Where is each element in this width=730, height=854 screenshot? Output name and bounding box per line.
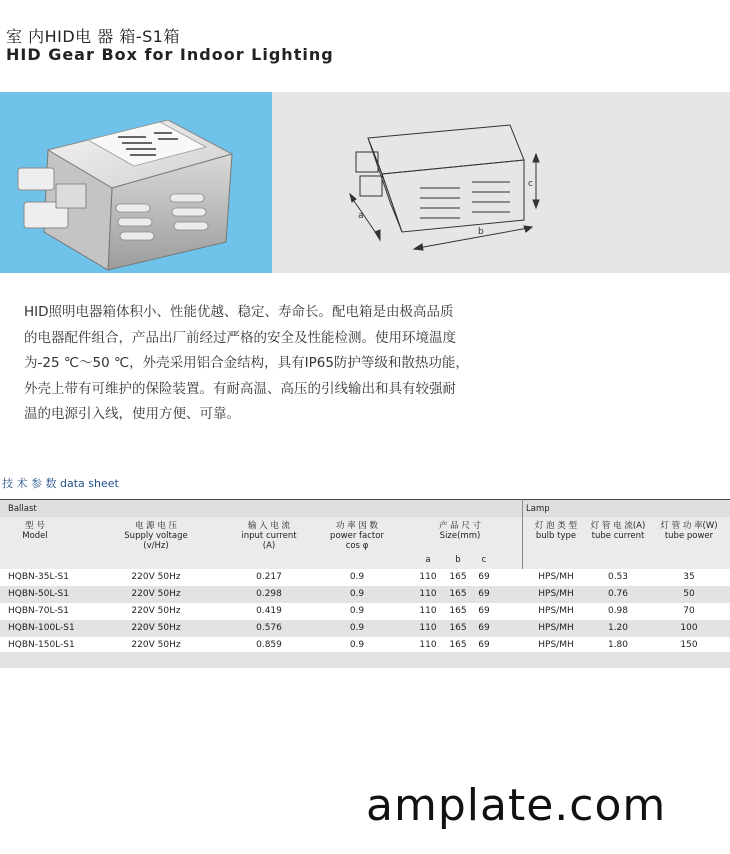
- cell-bulb-type: HPS/MH: [538, 572, 574, 582]
- col-voltage: 电 源 电 压 Supply voltage (v/Hz): [124, 521, 188, 551]
- cell-size-b: 165: [449, 606, 467, 616]
- col-current: 输 入 电 流 input current (A): [241, 521, 297, 551]
- col-model: 型 号 Model: [22, 521, 48, 541]
- description-line: 温的电源引入线，使用方便、可靠。: [24, 406, 240, 422]
- cell-voltage: 220V 50Hz: [131, 589, 181, 599]
- cell-power-factor: 0.9: [349, 640, 365, 650]
- table-column-header: [0, 517, 730, 569]
- cell-model: HQBN-50L-S1: [8, 589, 70, 599]
- cell-tube-power: 50: [683, 589, 695, 599]
- cell-size-a: 110: [419, 589, 437, 599]
- cell-size-c: 69: [478, 640, 490, 650]
- cell-model: HQBN-100L-S1: [8, 623, 75, 633]
- table-row: [0, 569, 730, 586]
- col-size-b: b: [455, 555, 461, 565]
- cell-voltage: 220V 50Hz: [131, 572, 181, 582]
- box-outline-drawing: [272, 92, 730, 273]
- cell-voltage: 220V 50Hz: [131, 640, 181, 650]
- dim-label-b: b: [478, 227, 484, 237]
- cell-power-factor: 0.9: [349, 572, 365, 582]
- cell-tube-power: 70: [683, 606, 695, 616]
- cell-size-a: 110: [419, 572, 437, 582]
- description-line: 的电器配件组合，产品出厂前经过严格的安全及性能检测。使用环境温度: [24, 329, 456, 346]
- cell-size-c: 69: [478, 572, 490, 582]
- cell-size-a: 110: [419, 606, 437, 616]
- cell-bulb-type: HPS/MH: [538, 589, 574, 599]
- col-power-factor: 功 率 因 数 power factor cos φ: [330, 521, 384, 551]
- product-photo: [0, 92, 272, 273]
- description-line: HID照明电器箱体积小、性能优越、稳定、寿命长。配电箱是由极高品质: [24, 304, 454, 320]
- cell-model: HQBN-35L-S1: [8, 572, 70, 582]
- cell-size-c: 69: [478, 623, 490, 633]
- cell-tube-power: 100: [680, 623, 698, 633]
- cell-size-c: 69: [478, 589, 490, 599]
- col-size-c: c: [481, 555, 487, 565]
- cell-current: 0.576: [256, 623, 282, 633]
- page-title-en: HID Gear Box for Indoor Lighting: [6, 45, 334, 64]
- group-lamp: Lamp: [526, 504, 550, 514]
- page-title-cn: 室 内HID电 器 箱-S1箱: [6, 27, 180, 46]
- cell-current: 0.298: [256, 589, 282, 599]
- description-line: 为-25 ℃～50 ℃，外壳采用铝合金结构，具有IP65防护等级和散热功能，: [24, 355, 469, 371]
- col-size-a: a: [425, 555, 431, 565]
- cell-tube-current: 1.20: [607, 623, 629, 633]
- cell-size-a: 110: [419, 640, 437, 650]
- cell-bulb-type: HPS/MH: [538, 640, 574, 650]
- cell-tube-current: 0.53: [607, 572, 629, 582]
- cell-power-factor: 0.9: [349, 589, 365, 599]
- dimension-diagram: [272, 92, 730, 273]
- col-tube-current: 灯 管 电 流(A) tube current: [590, 521, 646, 541]
- table-row: [0, 603, 730, 620]
- cell-size-a: 110: [419, 623, 437, 633]
- col-tube-power: 灯 管 功 率(W) tube power: [660, 521, 718, 541]
- dim-label-a: a: [358, 211, 364, 221]
- dim-label-c: c: [528, 179, 533, 189]
- table-footer-band: [0, 652, 730, 668]
- description-line: 外壳上带有可维护的保险装置。有耐高温、高压的引线输出和具有较强耐: [24, 380, 456, 397]
- group-divider: [522, 499, 523, 569]
- cell-model: HQBN-150L-S1: [8, 640, 75, 650]
- cell-bulb-type: HPS/MH: [538, 606, 574, 616]
- cell-size-b: 165: [449, 589, 467, 599]
- table-row: [0, 620, 730, 637]
- cell-size-c: 69: [478, 606, 490, 616]
- cell-current: 0.217: [256, 572, 282, 582]
- data-sheet-title: 技 术 参 数 data sheet: [2, 477, 119, 490]
- product-images: [0, 92, 730, 273]
- cell-tube-current: 0.98: [607, 606, 629, 616]
- cell-tube-current: 0.76: [607, 589, 629, 599]
- cell-voltage: 220V 50Hz: [131, 606, 181, 616]
- cell-voltage: 220V 50Hz: [131, 623, 181, 633]
- table-row: [0, 586, 730, 603]
- cell-size-b: 165: [449, 572, 467, 582]
- col-bulb-type: 灯 泡 类 型 bulb type: [534, 521, 578, 541]
- cell-tube-current: 1.80: [607, 640, 629, 650]
- cell-bulb-type: HPS/MH: [538, 623, 574, 633]
- cell-size-b: 165: [449, 640, 467, 650]
- cell-size-b: 165: [449, 623, 467, 633]
- cell-tube-power: 150: [680, 640, 698, 650]
- col-size: 产 品 尺 寸 Size(mm): [438, 521, 482, 541]
- cell-current: 0.859: [256, 640, 282, 650]
- watermark: amplate.com: [366, 780, 667, 831]
- cell-current: 0.419: [256, 606, 282, 616]
- cell-power-factor: 0.9: [349, 606, 365, 616]
- cell-model: HQBN-70L-S1: [8, 606, 70, 616]
- cell-tube-power: 35: [683, 572, 695, 582]
- product-description: [24, 300, 484, 428]
- group-ballast: Ballast: [8, 504, 37, 514]
- table-group-header: [0, 499, 730, 518]
- cell-power-factor: 0.9: [349, 623, 365, 633]
- gear-box-photo-illustration: [0, 92, 272, 273]
